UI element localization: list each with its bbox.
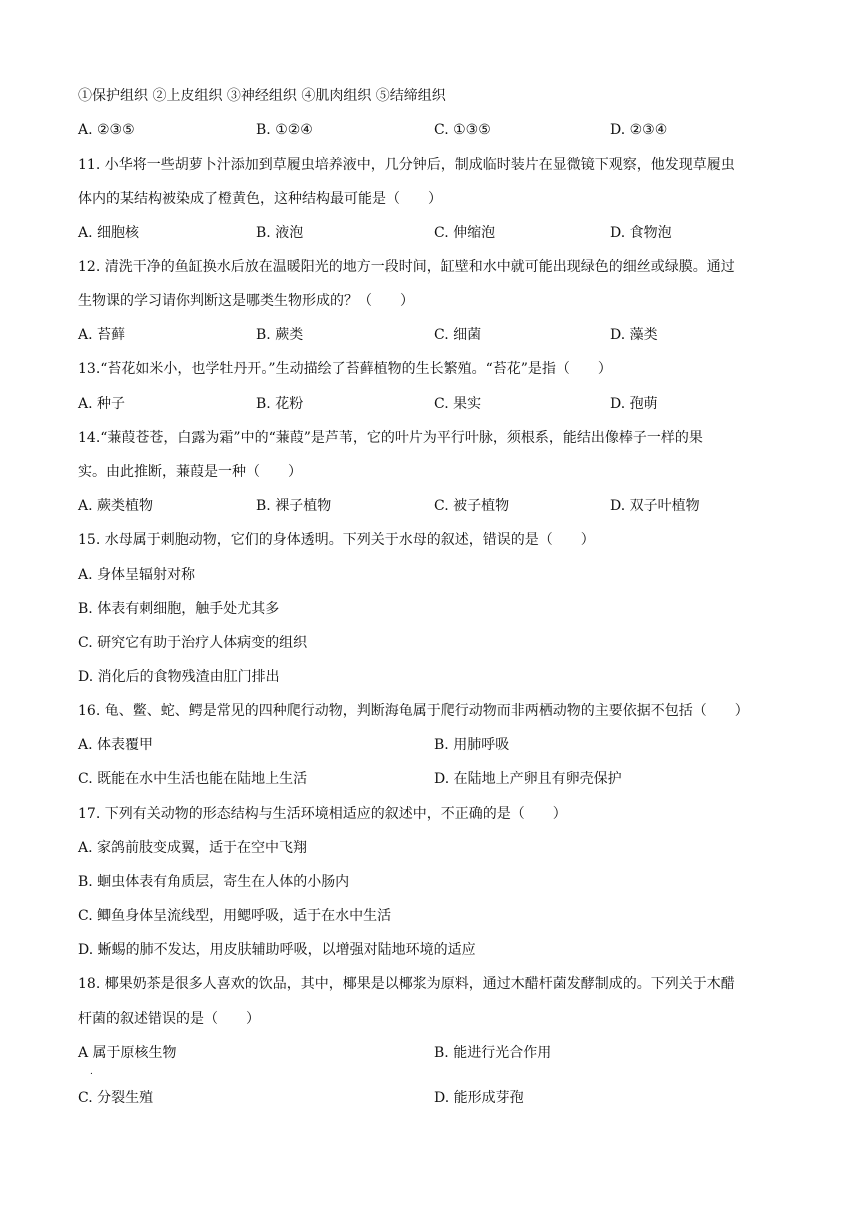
q18-stem-line-2: 杆菌的叙述错误的是（ ）: [78, 1011, 260, 1027]
q16-option-a: A. 体表覆甲: [78, 737, 154, 753]
q11-option-c: C. 伸缩泡: [434, 225, 496, 241]
q11-options: [78, 223, 838, 243]
q12-option-b: B. 蕨类: [256, 327, 304, 343]
q16-stem-line-1: 16. 龟、鳖、蛇、鳄是常见的四种爬行动物，判断海龟属于爬行动物而非两栖动物的主要依据不包括（ ）: [78, 703, 749, 719]
q17-option-c: C. 鲫鱼身体呈流线型，用鳃呼吸，适于在水中生活: [78, 908, 392, 924]
q14-options: [78, 496, 838, 516]
q17-option-a: A. 家鸽前肢变成翼，适于在空中飞翔: [78, 840, 308, 856]
q12-stem-line-2: 生物课的学习请你判断这是哪类生物形成的？（ ）: [78, 293, 414, 309]
q18-options-row-1: [78, 1043, 838, 1063]
q18-stem-line-1: 18. 椰果奶茶是很多人喜欢的饮品，其中，椰果是以椰浆为原料，通过木醋杆菌发酵制成的。下列关于木醋: [78, 976, 735, 992]
q12-option-a: A. 苔藓: [78, 327, 126, 343]
q17-option-b: B. 蛔虫体表有角质层，寄生在人体的小肠内: [78, 874, 350, 890]
q10-option-a: A. ②③⑤: [78, 122, 135, 138]
q12-option-c: C. 细菌: [434, 327, 482, 343]
q11-stem-line-1: 11. 小华将一些胡萝卜汁添加到草履虫培养液中，几分钟后，制成临时装片在显微镜下观察，他发现草履虫: [78, 157, 735, 173]
q17-stem-line-1: 17. 下列有关动物的形态结构与生活环境相适应的叙述中，不正确的是（ ）: [78, 806, 567, 822]
q16-options-row-2: [78, 769, 838, 789]
q18-option-d: D. 能形成芽孢: [434, 1090, 524, 1106]
q18-option-c: C. 分裂生殖: [78, 1090, 154, 1106]
q12-options: [78, 325, 838, 345]
q12-option-d: D. 藻类: [610, 327, 658, 343]
q16-option-d: D. 在陆地上产卵且有卵壳保护: [434, 771, 622, 787]
q13-option-b: B. 花粉: [256, 396, 304, 412]
q16-option-b: B. 用肺呼吸: [434, 737, 510, 753]
q15-option-d: D. 消化后的食物残渣由肛门排出: [78, 669, 280, 685]
q17-option-d: D. 蜥蜴的肺不发达，用皮肤辅助呼吸，以增强对陆地环境的适应: [78, 942, 476, 958]
q13-option-c: C. 果实: [434, 396, 482, 412]
q18-option-b: B. 能进行光合作用: [434, 1045, 552, 1061]
q10-option-d: D. ②③④: [610, 122, 668, 138]
q15-stem-line-1: 15. 水母属于刺胞动物，它们的身体透明。下列关于水母的叙述，错误的是（ ）: [78, 532, 595, 548]
q10-option-b: B. ①②④: [256, 122, 313, 138]
q16-options-row-1: [78, 735, 838, 755]
q14-stem-line-2: 实。由此推断，蒹葭是一种（ ）: [78, 464, 302, 480]
q14-stem-line-1: 14.“蒹葭苍苍，白露为霜”中的“蒹葭”是芦苇，它的叶片为平行叶脉，须根系，能结出像棒子一样的果: [78, 430, 703, 446]
q13-option-a: A. 种子: [78, 396, 126, 412]
stray-dot-mark: .: [90, 1067, 93, 1077]
q12-stem-line-1: 12. 清洗干净的鱼缸换水后放在温暖阳光的地方一段时间，缸壁和水中就可能出现绿色的细丝或绿膜。通过: [78, 259, 735, 275]
q14-option-c: C. 被子植物: [434, 498, 510, 514]
q14-option-d: D. 双子叶植物: [610, 498, 700, 514]
q13-option-d: D. 孢萌: [610, 396, 658, 412]
q15-option-a: A. 身体呈辐射对称: [78, 567, 196, 583]
q10-options: [78, 120, 838, 140]
q11-option-a: A. 细胞核: [78, 225, 140, 241]
q18-option-a: A 属于原核生物: [78, 1045, 177, 1061]
q11-stem-line-2: 体内的某结构被染成了橙黄色，这种结构最可能是（ ）: [78, 191, 442, 207]
preamble-tissue-list: ①保护组织 ②上皮组织 ③神经组织 ④肌肉组织 ⑤结缔组织: [78, 88, 446, 104]
q14-option-a: A. 蕨类植物: [78, 498, 154, 514]
q15-option-c: C. 研究它有助于治疗人体病变的组织: [78, 635, 308, 651]
q10-option-c: C. ①③⑤: [434, 122, 491, 138]
q13-stem-line-1: 13.“苔花如米小，也学牡丹开。”生动描绘了苔藓植物的生长繁殖。“苔花”是指（ ）: [78, 361, 612, 377]
q18-options-row-2: [78, 1088, 838, 1108]
q14-option-b: B. 裸子植物: [256, 498, 332, 514]
q11-option-d: D. 食物泡: [610, 225, 672, 241]
q15-option-b: B. 体表有刺细胞，触手处尤其多: [78, 601, 280, 617]
q13-options: [78, 394, 838, 414]
q16-option-c: C. 既能在水中生活也能在陆地上生活: [78, 771, 308, 787]
q11-option-b: B. 液泡: [256, 225, 304, 241]
